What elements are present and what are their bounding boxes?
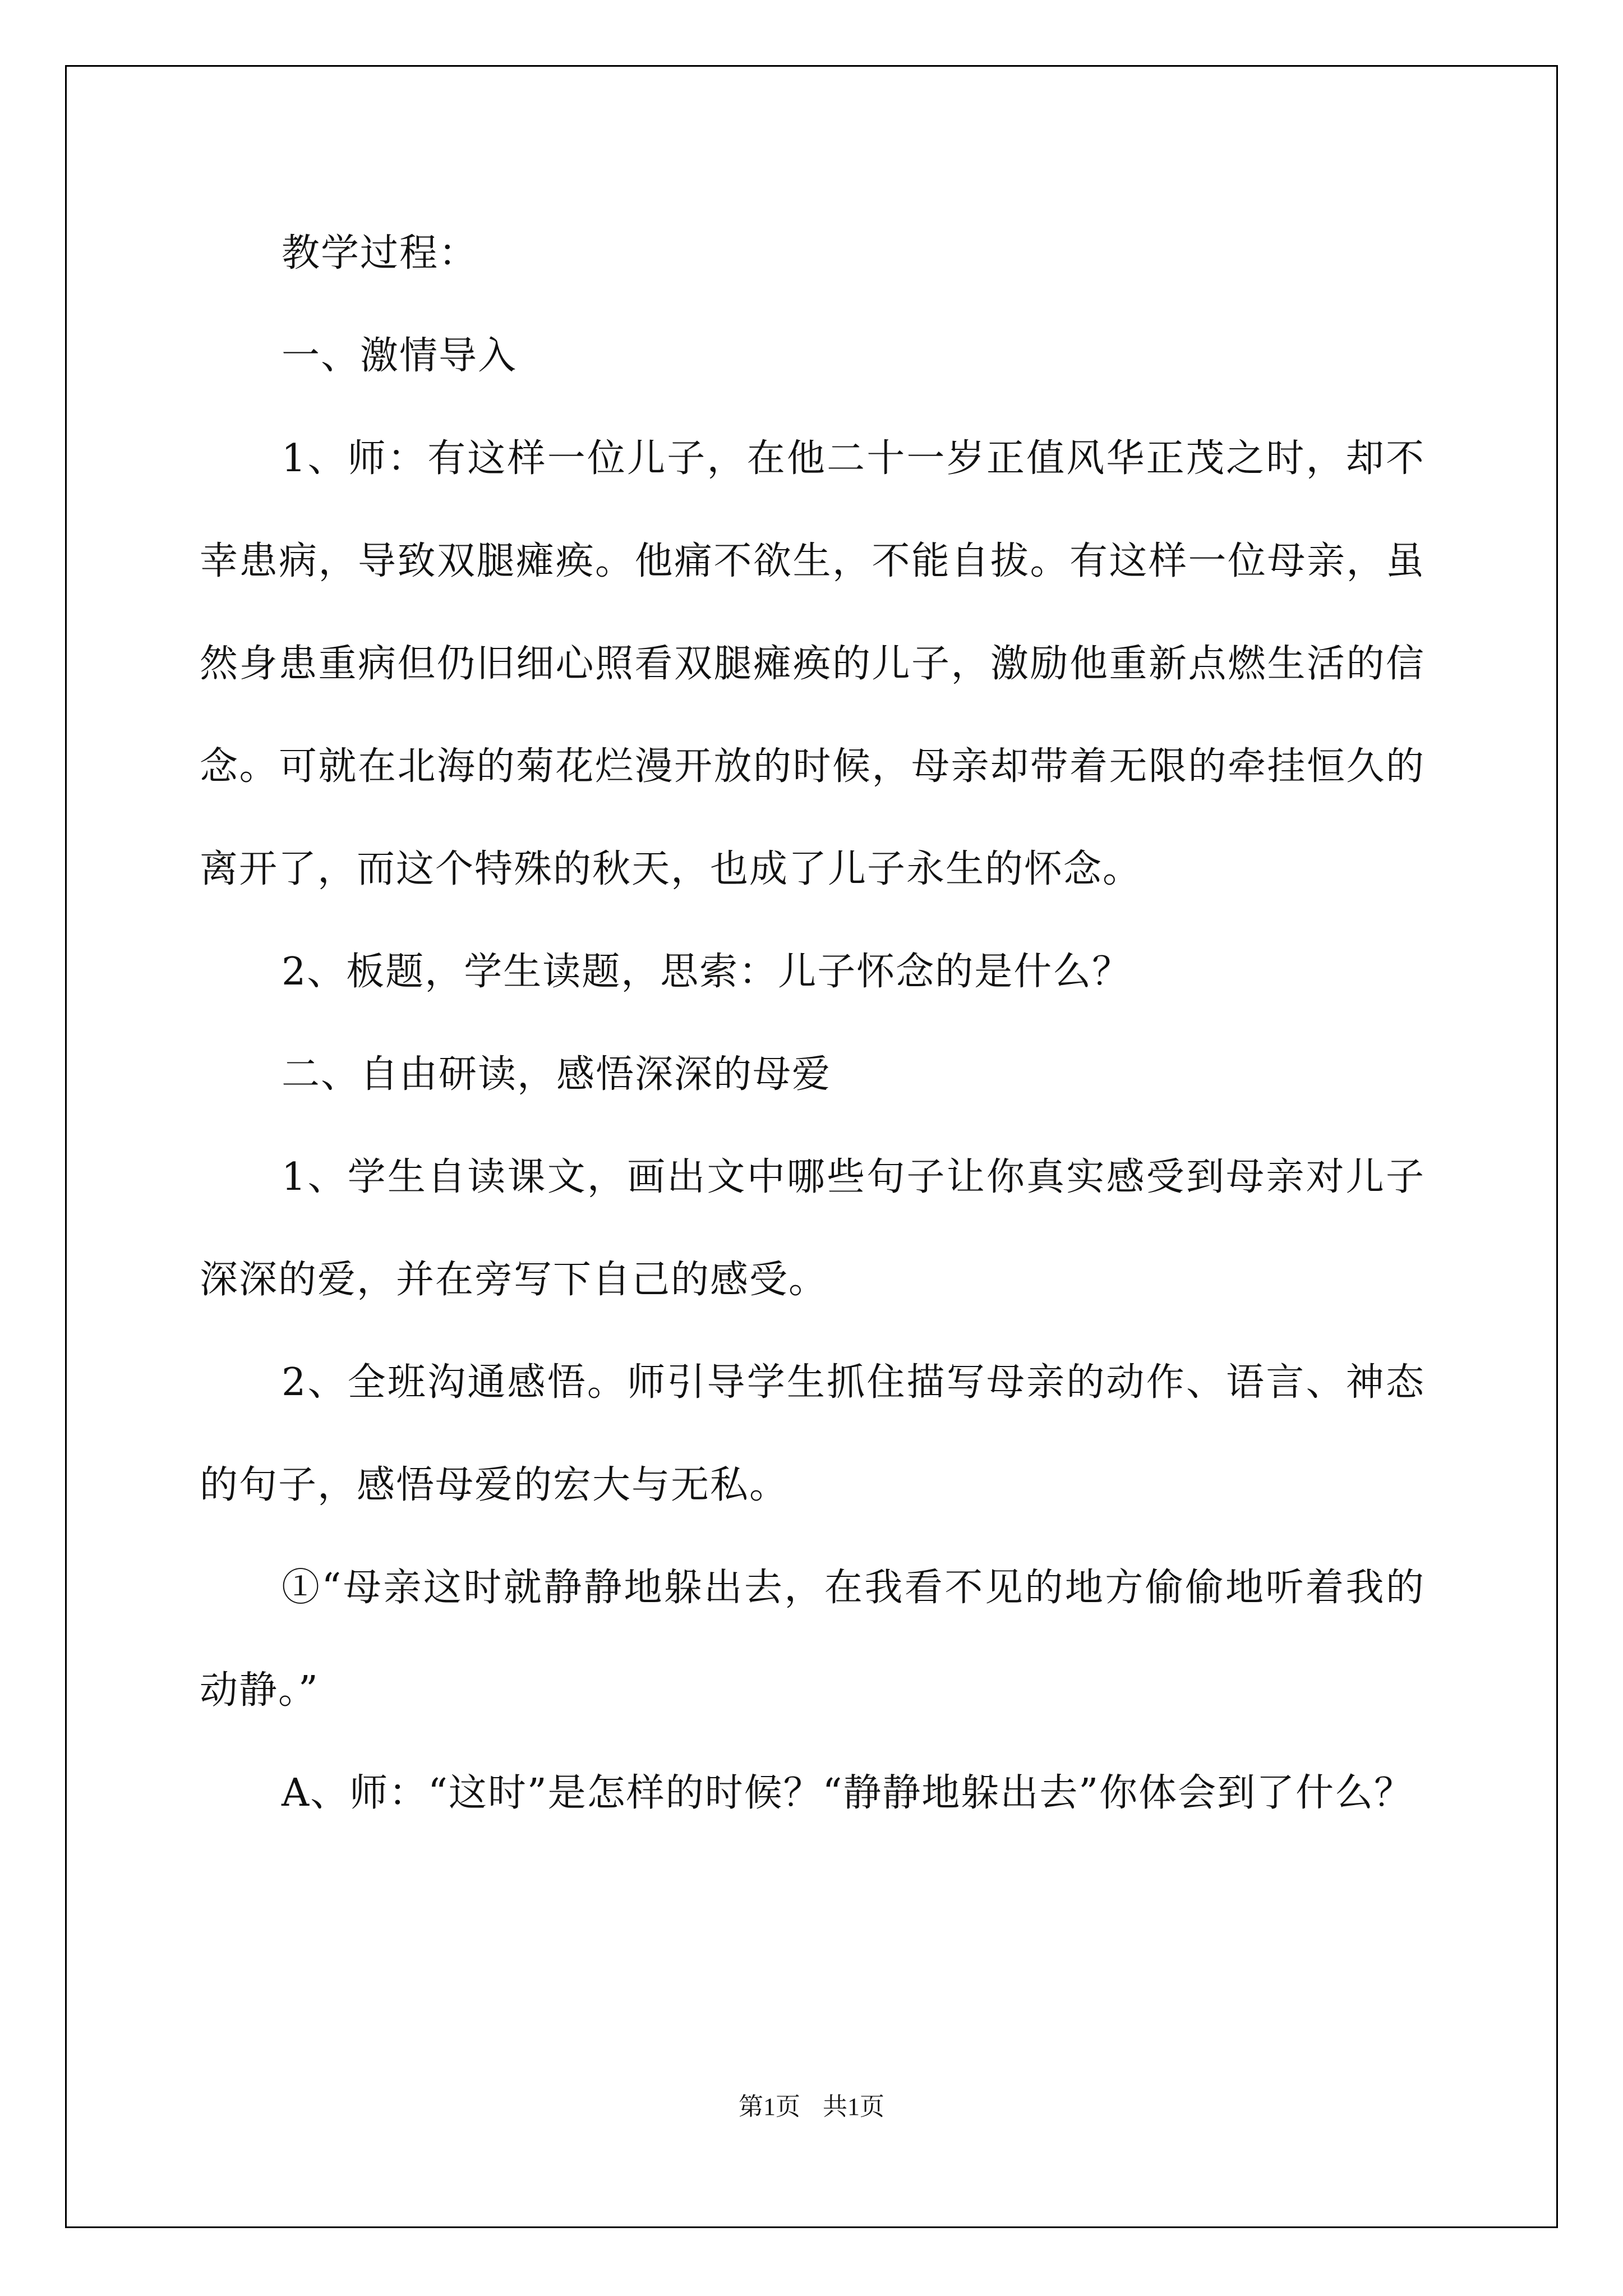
paragraph-intro: 1、师：有这样一位儿子，在他二十一岁正值风华正茂之时，却不幸患病，导致双腿瘫痪。他痛不欲生，不能自拔。有这样一位母亲，虽然身患重病但仍旧细心照看双腿瘫痪的儿子，激励他重新点燃生活的信念。可就在北海的菊花烂漫开放的时候，母亲却带着无限的牵挂恒久的离开了，而这个特殊的秋天，也成了儿子永生的怀念。 <box>200 436 1425 891</box>
paragraph-self-reading: 1、学生自读课文，画出文中哪些句子让你真实感受到母亲对儿子深深的爱，并在旁写下自己的感受。 <box>200 1155 1425 1302</box>
page-footer <box>0 2090 1623 2124</box>
paragraph-heading-process: 教学过程： <box>282 231 478 275</box>
page-number: 第1页 <box>739 2093 800 2120</box>
paragraph-question-a: A、师：“这时”是怎样的时候？“静静地躲出去”你体会到了什么？ <box>282 1771 1414 1815</box>
document-body <box>200 202 1425 1844</box>
paragraph-quote-one: ①“母亲这时就静静地躲出去，在我看不见的地方偷偷地听着我的动静。” <box>200 1566 1425 1713</box>
paragraph-class-discussion: 2、全班沟通感悟。师引导学生抓住描写母亲的动作、语言、神态的句子，感悟母爱的宏大与无私。 <box>200 1360 1425 1507</box>
paragraph-title-question: 2、板题，学生读题，思索：儿子怀念的是什么？ <box>282 950 1132 994</box>
paragraph-section-two: 二、自由研读，感悟深深的母爱 <box>282 1052 832 1097</box>
paragraph-section-one: 一、激情导入 <box>282 334 518 378</box>
page-total: 共1页 <box>823 2093 884 2120</box>
